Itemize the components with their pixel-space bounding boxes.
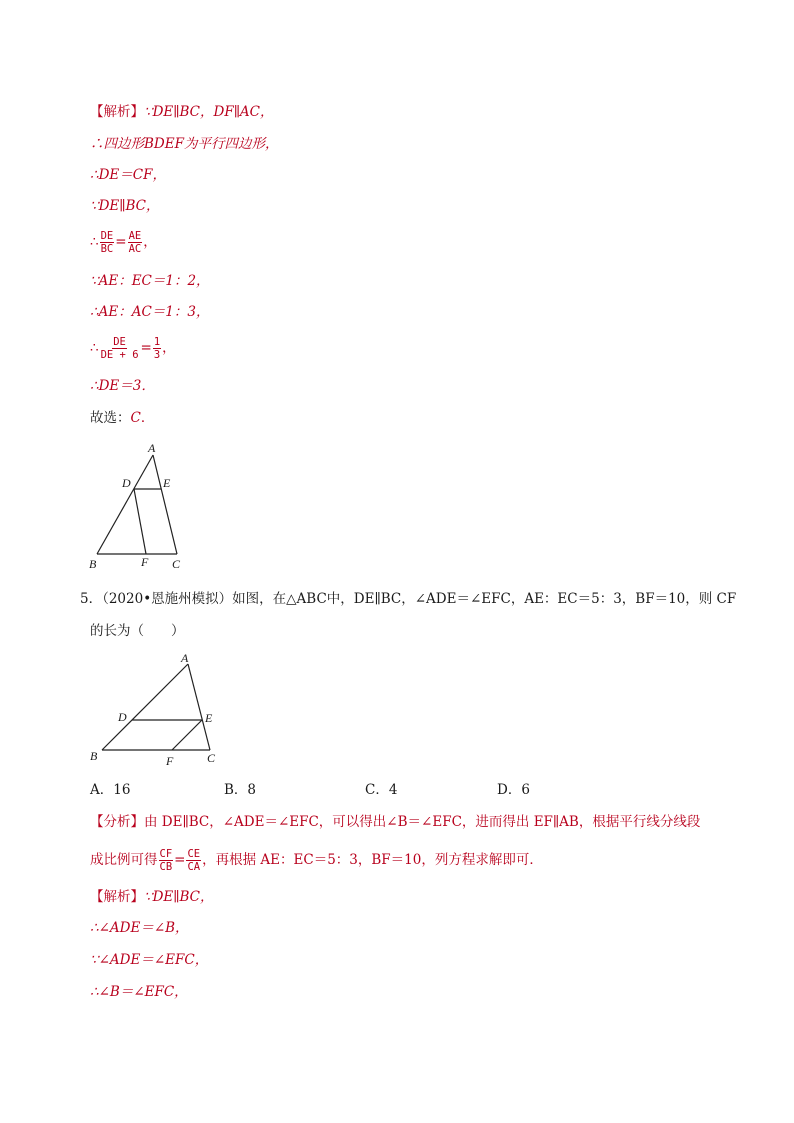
question-5-line-1 — [80, 589, 736, 609]
analysis-text: 由 DE∥BC，∠ADE＝∠EFC，可以得出∠B＝∠EFC，进而得出 EF∥AB，根据平行线分线段 — [144, 814, 701, 830]
analysis-text: 成比例可得 — [90, 852, 158, 868]
fraction-de-de6 — [100, 336, 140, 361]
solution-text: ∵DE∥BC， — [144, 889, 214, 905]
figure-1-lines — [97, 455, 177, 554]
answer-end: ． — [140, 410, 155, 426]
fraction-denominator: CB — [159, 861, 173, 873]
therefore-symbol: ∴ — [90, 234, 99, 250]
label-e: E — [163, 476, 171, 490]
option-d[interactable]: D．6 — [497, 782, 530, 798]
solution-line-2: ∴四边形BDEF为平行四边形， — [90, 136, 279, 152]
label-f: F — [141, 555, 149, 569]
fraction-numerator: 1 — [153, 336, 161, 348]
fraction-ae-ac — [128, 230, 143, 255]
label-d: D — [122, 476, 131, 490]
fraction-numerator: CF — [159, 848, 173, 860]
fraction-denominator: DE + 6 — [100, 349, 139, 361]
label-e: E — [205, 711, 213, 725]
fraction-de-bc — [100, 230, 115, 255]
question-number: 5． — [80, 591, 103, 607]
solution-line-3: ∴DE＝CF， — [90, 167, 166, 183]
solution-2-line-3: ∵∠ADE＝∠EFC， — [90, 952, 209, 968]
fraction-ce-ca — [186, 848, 201, 873]
option-c[interactable]: C．4 — [365, 782, 398, 798]
analysis-text: ，再根据 AE：EC＝5：3，BF＝10，列方程求解即可． — [202, 852, 543, 868]
fraction-cf-cb — [159, 848, 174, 873]
label-b: B — [89, 557, 97, 571]
question-text: 如图，在△ABC中，DE∥BC，∠ADE＝∠EFC，AE：EC＝5：3，BF＝10，则 CF — [232, 591, 737, 607]
analysis-line-2 — [90, 848, 543, 873]
analysis-line-1 — [90, 812, 700, 832]
label-a: A — [148, 441, 156, 455]
option-a[interactable]: A．16 — [90, 782, 131, 798]
fraction-numerator: AE — [128, 230, 142, 242]
solution-line-4: ∵DE∥BC， — [90, 198, 160, 214]
triangle-figure-2 — [80, 648, 230, 773]
punctuation: ， — [143, 234, 157, 250]
solution-2-line-1 — [90, 887, 214, 907]
therefore-symbol: ∴ — [90, 340, 99, 356]
fraction-numerator: DE — [100, 230, 114, 242]
solution-tag: 【解析】 — [90, 104, 144, 120]
label-c: C — [172, 557, 181, 571]
fraction-denominator: BC — [100, 243, 114, 255]
label-c: C — [207, 751, 216, 765]
solution-line-8 — [90, 336, 176, 361]
question-source: （2020•恩施州模拟） — [102, 591, 233, 607]
solution-line-9: ∴DE＝3． — [90, 378, 155, 394]
analysis-tag: 【分析】 — [90, 814, 144, 830]
solution-line-7: ∴AE：AC＝1：3， — [90, 304, 210, 320]
label-d: D — [118, 710, 127, 724]
fraction-one-third — [153, 336, 161, 361]
label-a: A — [181, 651, 189, 665]
figure-2-lines — [102, 664, 210, 750]
solution-line-6: ∵AE：EC＝1：2， — [90, 273, 210, 289]
solution-line-1 — [90, 102, 274, 122]
fraction-denominator: CA — [187, 861, 201, 873]
fraction-numerator: CE — [187, 848, 201, 860]
label-b: B — [90, 749, 98, 763]
solution-2-line-4: ∴∠B＝∠EFC， — [90, 984, 188, 1000]
triangle-figure-1 — [80, 436, 200, 576]
solution-text: ∵DE∥BC，DF∥AC， — [144, 104, 274, 120]
solution-2-line-2: ∴∠ADE＝∠B， — [90, 920, 189, 936]
equals-sign: = — [174, 852, 186, 868]
fraction-denominator: 3 — [153, 349, 161, 361]
option-b[interactable]: B．8 — [224, 782, 257, 798]
equals-sign: = — [115, 234, 127, 250]
fraction-denominator: AC — [128, 243, 142, 255]
solution-line-5 — [90, 230, 157, 255]
label-f: F — [166, 754, 174, 768]
answer-value: C — [130, 410, 141, 426]
question-5-line-2: 的长为（ ） — [90, 623, 185, 639]
answer-line — [90, 408, 154, 428]
solution-tag: 【解析】 — [90, 889, 144, 905]
punctuation: ， — [162, 340, 176, 356]
equals-sign: = — [140, 340, 152, 356]
answer-label: 故选： — [90, 410, 131, 426]
fraction-numerator: DE — [113, 336, 126, 348]
